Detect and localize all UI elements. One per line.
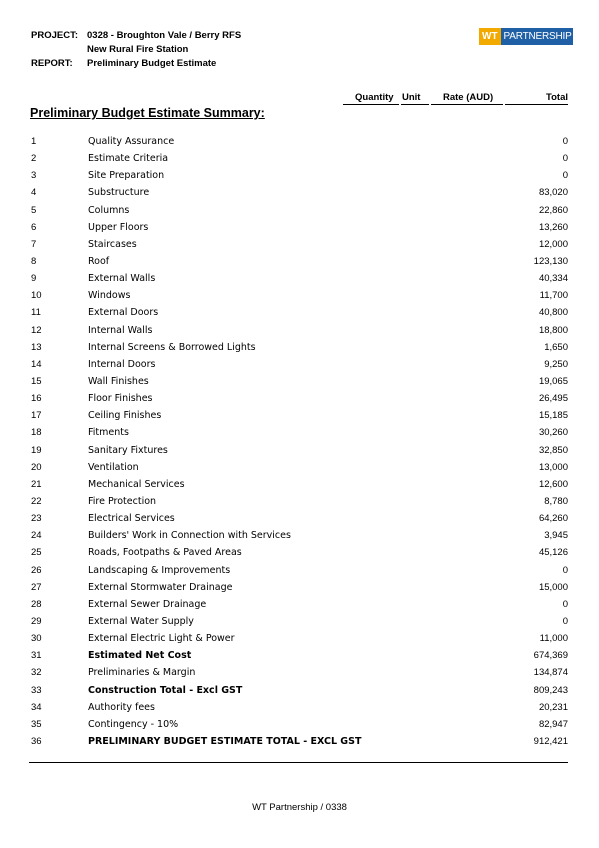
table-row — [0, 479, 599, 496]
item-total: 12,600 — [538, 478, 568, 490]
item-description: PRELIMINARY BUDGET ESTIMATE TOTAL - EXCL GST — [88, 735, 362, 747]
item-number: 16 — [31, 393, 42, 405]
item-total: 83,020 — [538, 187, 568, 199]
table-row — [0, 393, 599, 410]
item-total: 40,334 — [538, 273, 568, 285]
table-row — [0, 667, 599, 684]
table-row — [0, 650, 599, 667]
item-total: 30,260 — [538, 427, 568, 439]
table-row — [0, 307, 599, 324]
item-number: 27 — [31, 581, 42, 593]
item-number: 17 — [31, 410, 42, 422]
table-row — [0, 273, 599, 290]
logo-wt: WT — [479, 28, 501, 45]
item-description: Ceiling Finishes — [88, 410, 162, 422]
item-total: 134,874 — [533, 667, 568, 679]
item-description: External Stormwater Drainage — [88, 581, 233, 593]
item-number: 22 — [31, 495, 42, 507]
item-total: 18,800 — [538, 324, 568, 336]
table-row — [0, 170, 599, 187]
table-row — [0, 736, 599, 753]
item-total: 13,260 — [538, 221, 568, 233]
table-row — [0, 410, 599, 427]
item-total: 32,850 — [538, 444, 568, 456]
table-row — [0, 205, 599, 222]
item-description: Sanitary Fixtures — [88, 444, 168, 456]
report-label: REPORT: — [31, 58, 73, 69]
report-value: Preliminary Budget Estimate — [87, 58, 217, 69]
table-row — [0, 702, 599, 719]
report-line — [31, 58, 216, 70]
item-number: 24 — [31, 530, 42, 542]
item-total: 0 — [562, 136, 568, 147]
item-description: External Water Supply — [88, 615, 194, 627]
item-description: Landscaping & Improvements — [88, 564, 231, 576]
item-number: 6 — [31, 221, 37, 233]
item-description: External Sewer Drainage — [88, 598, 207, 610]
item-number: 30 — [31, 633, 42, 645]
item-number: 14 — [31, 358, 42, 370]
item-number: 18 — [31, 427, 42, 439]
item-description: Internal Doors — [88, 358, 156, 370]
item-number: 34 — [31, 701, 42, 713]
item-description: Internal Walls — [88, 324, 153, 336]
item-number: 13 — [31, 341, 42, 353]
item-total: 3,945 — [544, 530, 568, 542]
table-row — [0, 136, 599, 153]
table-row — [0, 187, 599, 204]
item-number: 9 — [31, 273, 37, 285]
item-description: Floor Finishes — [88, 393, 153, 405]
item-total: 45,126 — [538, 547, 568, 559]
table-row — [0, 239, 599, 256]
item-total: 809,243 — [533, 684, 568, 696]
item-description: Estimated Net Cost — [88, 650, 192, 662]
table-row — [0, 513, 599, 530]
item-total: 11,000 — [539, 633, 568, 645]
item-description: Windows — [88, 290, 131, 302]
item-number: 11 — [31, 307, 41, 319]
item-number: 5 — [31, 204, 37, 216]
table-row — [0, 376, 599, 393]
item-description: Roads, Footpaths & Paved Areas — [88, 547, 242, 559]
item-description: Upper Floors — [88, 221, 149, 233]
item-description: Internal Screens & Borrowed Lights — [88, 341, 256, 353]
wt-partnership-logo — [479, 28, 573, 45]
table-row — [0, 547, 599, 564]
table-row — [0, 616, 599, 633]
column-header-rate: Rate (AUD) — [443, 92, 494, 103]
table-row — [0, 325, 599, 342]
table-row — [0, 719, 599, 736]
table-row — [0, 222, 599, 239]
table-row — [0, 445, 599, 462]
table-row — [0, 359, 599, 376]
item-description: Staircases — [88, 238, 137, 250]
project-line-2: New Rural Fire Station — [87, 44, 189, 55]
item-number: 29 — [31, 615, 42, 627]
table-row — [0, 496, 599, 513]
item-total: 13,000 — [538, 461, 568, 473]
column-header-quantity: Quantity — [355, 92, 394, 103]
item-number: 23 — [31, 513, 42, 525]
item-description: Fire Protection — [88, 495, 157, 507]
column-header-unit: Unit — [402, 92, 421, 103]
project-line — [31, 30, 241, 42]
item-description: Ventilation — [88, 461, 139, 473]
table-row — [0, 342, 599, 359]
logo-partnership: PARTNERSHIP — [503, 31, 572, 42]
item-total: 674,369 — [533, 650, 568, 662]
item-description: Mechanical Services — [88, 478, 185, 490]
page-footer: WT Partnership / 0338 — [252, 802, 347, 813]
item-number: 25 — [31, 547, 42, 559]
item-description: Contingency - 10% — [88, 718, 179, 730]
item-description: Roof — [88, 255, 110, 267]
item-number: 7 — [31, 238, 37, 250]
table-row — [0, 530, 599, 547]
item-description: Substructure — [88, 187, 150, 199]
item-number: 12 — [31, 324, 42, 336]
table-row — [0, 462, 599, 479]
item-total: 19,065 — [538, 375, 568, 387]
item-description: Electrical Services — [88, 513, 175, 525]
item-total: 0 — [562, 615, 568, 627]
item-description: Fitments — [88, 427, 129, 439]
item-total: 22,860 — [538, 204, 568, 216]
table-row — [0, 427, 599, 444]
item-description: External Electric Light & Power — [88, 633, 235, 645]
project-label: PROJECT: — [31, 30, 78, 41]
table-row — [0, 633, 599, 650]
project-value: 0328 - Broughton Vale / Berry RFS — [87, 30, 242, 41]
column-underline-total — [505, 104, 568, 105]
item-number: 35 — [31, 718, 42, 730]
item-number: 15 — [31, 375, 42, 387]
item-total: 912,421 — [533, 735, 568, 747]
item-total: 15,000 — [538, 581, 568, 593]
item-total: 8,780 — [544, 495, 568, 507]
item-total: 9,250 — [544, 358, 568, 370]
item-number: 33 — [31, 684, 42, 696]
item-description: Builders' Work in Connection with Services — [88, 530, 291, 542]
item-description: Columns — [88, 204, 130, 216]
table-row — [0, 290, 599, 307]
column-header-total: Total — [546, 92, 568, 103]
item-number: 8 — [31, 255, 37, 267]
item-total: 82,947 — [538, 718, 568, 730]
item-total: 12,000 — [538, 238, 568, 250]
item-total: 11,700 — [539, 290, 568, 302]
item-total: 15,185 — [538, 410, 568, 422]
column-underline-unit — [401, 104, 429, 105]
footer-divider — [29, 762, 568, 763]
item-number: 1 — [31, 136, 37, 147]
item-number: 19 — [31, 444, 42, 456]
table-row — [0, 599, 599, 616]
item-description: Wall Finishes — [88, 375, 149, 387]
item-number: 20 — [31, 461, 42, 473]
item-total: 20,231 — [538, 701, 568, 713]
item-number: 10 — [31, 290, 42, 302]
item-number: 32 — [31, 667, 42, 679]
item-description: Construction Total - Excl GST — [88, 684, 243, 696]
item-total: 64,260 — [538, 513, 568, 525]
item-description: Quality Assurance — [88, 136, 175, 147]
item-number: 21 — [31, 478, 42, 490]
item-total: 0 — [562, 598, 568, 610]
item-number: 3 — [31, 170, 37, 182]
item-total: 40,800 — [538, 307, 568, 319]
item-description: Preliminaries & Margin — [88, 667, 196, 679]
item-total: 123,130 — [533, 255, 568, 267]
item-total: 1,650 — [544, 341, 568, 353]
summary-title: Preliminary Budget Estimate Summary: — [30, 106, 265, 120]
item-total: 26,495 — [538, 393, 568, 405]
item-description: Estimate Criteria — [88, 153, 169, 165]
item-number: 28 — [31, 598, 42, 610]
item-description: External Doors — [88, 307, 159, 319]
table-row — [0, 153, 599, 170]
item-number: 4 — [31, 187, 37, 199]
item-total: 0 — [562, 153, 568, 165]
column-underline-rate — [431, 104, 503, 105]
table-row — [0, 256, 599, 273]
table-row — [0, 685, 599, 702]
item-number: 36 — [31, 735, 42, 747]
item-description: Authority fees — [88, 701, 155, 713]
column-underline-quantity — [343, 104, 399, 105]
table-row — [0, 565, 599, 582]
estimate-table — [0, 136, 599, 753]
table-row — [0, 582, 599, 599]
item-number: 31 — [31, 650, 42, 662]
item-total: 0 — [562, 564, 568, 576]
item-description: Site Preparation — [88, 170, 165, 182]
item-description: External Walls — [88, 273, 156, 285]
item-number: 26 — [31, 564, 42, 576]
item-number: 2 — [31, 153, 37, 165]
item-total: 0 — [562, 170, 568, 182]
